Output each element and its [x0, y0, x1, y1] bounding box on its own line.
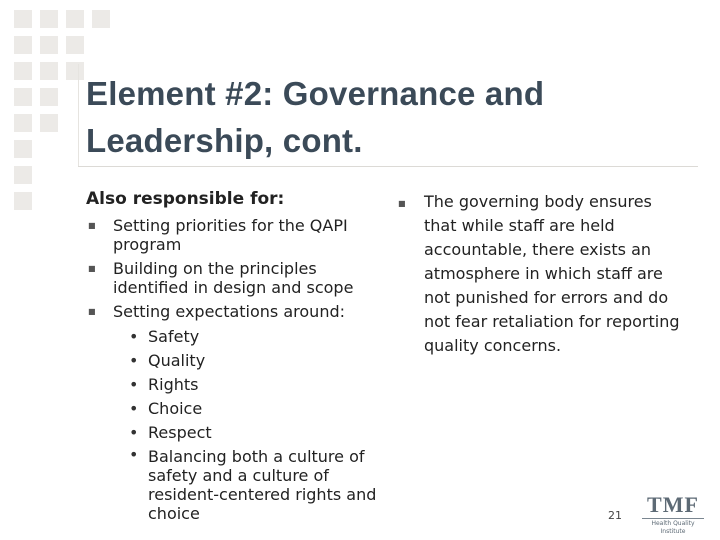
- title-line-1: Element #2: Governance and: [86, 75, 545, 112]
- decor-square: [14, 114, 32, 132]
- right-column: [397, 190, 687, 358]
- list-item: ■ Setting expectations around: • Safety • Quality • Rights • Choice • Respect • Balancing both a culture of safety and a culture of resident-centered rights and choice: [86, 302, 386, 523]
- left-bullet-list: [86, 216, 386, 523]
- left-heading: Also responsible for:: [86, 189, 285, 209]
- decor-square: [14, 88, 32, 106]
- title-line-2: Leadership, cont.: [86, 122, 363, 159]
- decor-square: [14, 166, 32, 184]
- decor-square: [40, 10, 58, 28]
- tmf-logo: [642, 492, 704, 535]
- logo-tagline: Health Quality Institute: [642, 518, 704, 536]
- list-item: ■ Building on the principles identified in design and scope: [86, 259, 386, 297]
- sub-list-item: • Balancing both a culture of safety and a culture of resident-centered rights and choice: [113, 445, 386, 523]
- decor-square: [14, 36, 32, 54]
- decor-square: [40, 114, 58, 132]
- decor-square: [92, 10, 110, 28]
- sub-bullet-list: [113, 325, 386, 523]
- decor-square: [40, 88, 58, 106]
- title-accent-line: [78, 64, 79, 166]
- sub-list-item: • Quality: [113, 349, 386, 373]
- title-divider: [78, 166, 698, 167]
- page-number: 21: [608, 509, 622, 522]
- decor-square: [66, 62, 84, 80]
- decor-square: [14, 62, 32, 80]
- decor-square: [66, 10, 84, 28]
- decor-square: [14, 140, 32, 158]
- decor-square: [14, 192, 32, 210]
- decor-square: [40, 36, 58, 54]
- decor-square: [66, 36, 84, 54]
- left-column: [86, 186, 386, 523]
- list-item: ■ Setting priorities for the QAPI program: [86, 216, 386, 254]
- decor-square: [14, 10, 32, 28]
- sub-list-item: • Safety: [113, 325, 386, 349]
- logo-wordmark: TMF: [647, 492, 699, 517]
- sub-list-item: • Choice: [113, 397, 386, 421]
- decor-square: [40, 62, 58, 80]
- sub-list-item: • Rights: [113, 373, 386, 397]
- sub-list-item: • Respect: [113, 421, 386, 445]
- right-bullet-text: ■ The governing body ensures that while staff are held accountable, there exists an atmosphere in which staff are not punished for errors and do not fear retaliation for reporting quality concerns.: [397, 190, 687, 358]
- slide-title: [86, 70, 686, 164]
